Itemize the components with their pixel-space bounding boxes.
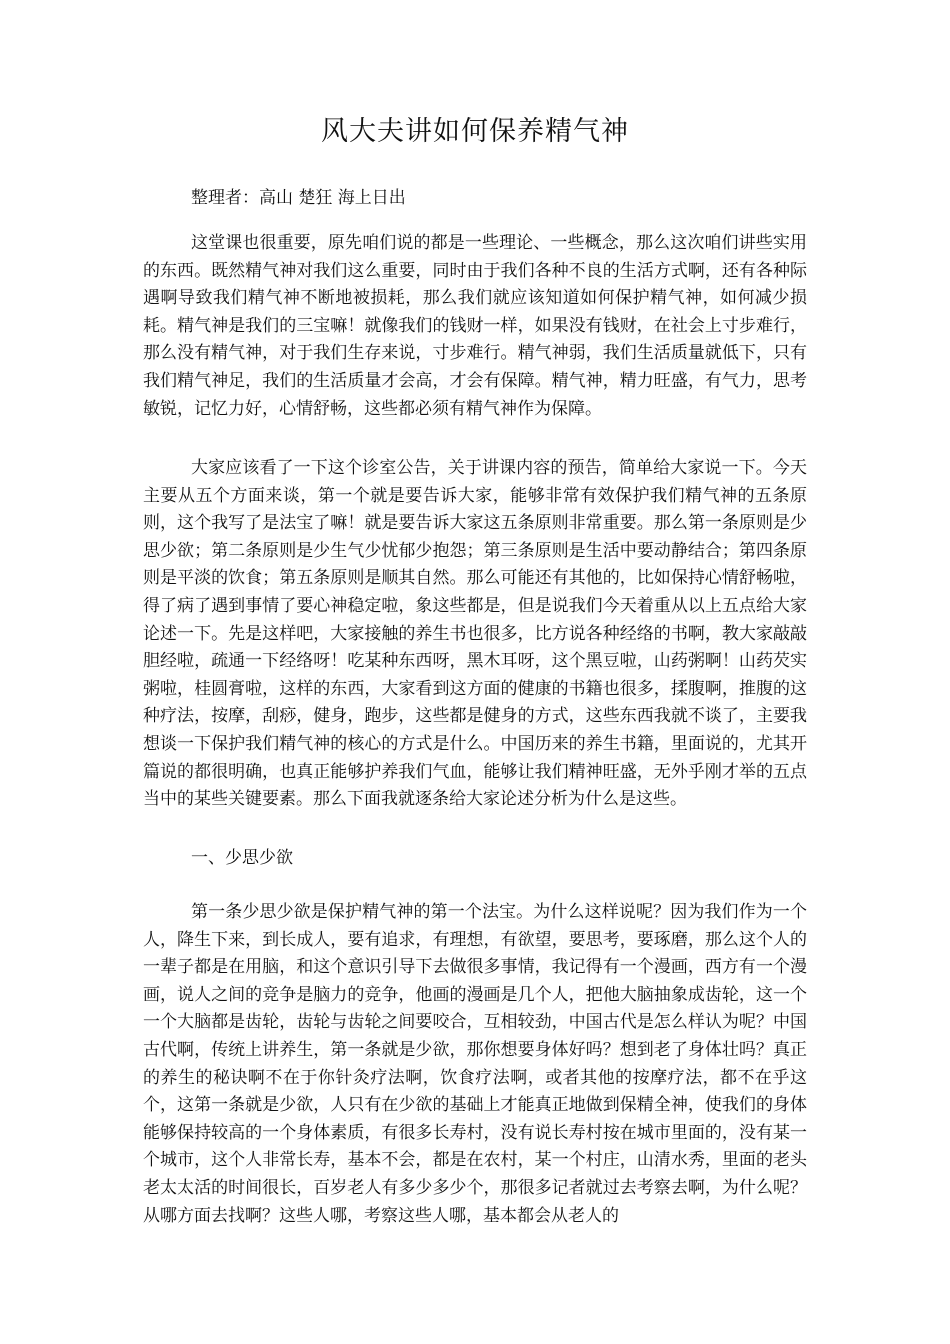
paragraph-block (143, 455, 807, 814)
paragraph-block (143, 230, 807, 423)
document-title: 风大夫讲如何保养精气神 (321, 116, 629, 147)
paragraph: 这堂课也很重要，原先咱们说的都是一些理论、一些概念，那么这次咱们讲些实用的东西。既然精气神对我们这么重要，同时由于我们各种不良的生活方式啊，还有各种际遇啊导致我们精气神不断地被损耗，那么我们就应该知道如何保护精气神，如何减少损耗。精气神是我们的三宝嘛！就像我们的钱财一样，如果没有钱财，在社会上寸步难行，那么没有精气神，对于我们生存来说，寸步难行。精气神弱，我们生活质量就低下，只有我们精气神足，我们的生活质量才会高，才会有保障。精气神，精力旺盛，有气力，思考敏锐，记忆力好，心情舒畅，这些都必须有精气神作为保障。 (143, 233, 807, 419)
paragraph: 第一条少思少欲是保护精气神的第一个法宝。为什么这样说呢？因为我们作为一个人，降生下来，到长成人，要有追求，有理想，有欲望，要思考，要琢磨，那么这个人的一辈子都是在用脑，和这个意识引导下去做很多事情，我记得有一个漫画，西方有一个漫画，说人之间的竞争是脑力的竞争，他画的漫画是几个人，把他大脑抽象成齿轮，这一个一个大脑都是齿轮，齿轮与齿轮之间要咬合，互相较劲，中国古代是怎么样认为呢？中国古代啊，传统上讲养生，第一条就是少欲，那你想要身体好吗？想到老了身体壮吗？真正的养生的秘诀啊不在于你针灸疗法啊，饮食疗法啊，或者其他的按摩疗法，都不在乎这个，这第一条就是少欲，人只有在少欲的基础上才能真正地做到保精全神，使我们的身体能够保持较高的一个身体素质，有很多长寿村，没有说长寿村按在城市里面的，没有某一个城市，这个人非常长寿，基本不会，都是在农村，某一个村庄，山清水秀，里面的老头老太太活的时间很长，百岁老人有多少多少个，那很多记者就过去考察去啊，为什么呢？从哪方面去找啊？这些人哪，考察这些人哪，基本都会从老人的 (143, 902, 807, 1226)
section-heading: 一、少思少欲 (191, 848, 293, 868)
section-heading-block (143, 845, 807, 873)
paragraph: 大家应该看了一下这个诊室公告，关于讲课内容的预告，简单给大家说一下。今天主要从五个方面来谈，第一个就是要告诉大家，能够非常有效保护我们精气神的五条原则，这个我写了是法宝了嘛！就是要告诉大家这五条原则非常重要。那么第一条原则是少思少欲；第二条原则是少生气少忧郁少抱怨；第三条原则是生活中要动静结合；第四条原则是平淡的饮食；第五条原则是顺其自然。那么可能还有其他的，比如保持心情舒畅啦，得了病了遇到事情了要心神稳定啦，象这些都是，但是说我们今天着重从以上五点给大家论述一下。先是这样吧，大家接触的养生书也很多，比方说各种经络的书啊，教大家敲敲胆经啦，疏通一下经络呀！吃某种东西呀，黑木耳呀，这个黑豆啦，山药粥啊！山药芡实粥啦，桂圆膏啦，这样的东西，大家看到这方面的健康的书籍也很多，揉腹啊，推腹的这种疗法，按摩，刮痧，健身，跑步，这些都是健身的方式，这些东西我就不谈了，主要我想谈一下保护我们精气神的核心的方式是什么。中国历来的养生书籍，里面说的，尤其开篇说的都很明确，也真正能够护养我们气血，能够让我们精神旺盛，无外乎刚才举的五点当中的某些关键要素。那么下面我就逐条给大家论述分析为什么是这些。 (143, 458, 807, 810)
credit-line: 整理者：高山 楚狂 海上日出 (191, 188, 406, 208)
credit-block (143, 185, 807, 213)
paragraph-block (143, 899, 807, 1230)
